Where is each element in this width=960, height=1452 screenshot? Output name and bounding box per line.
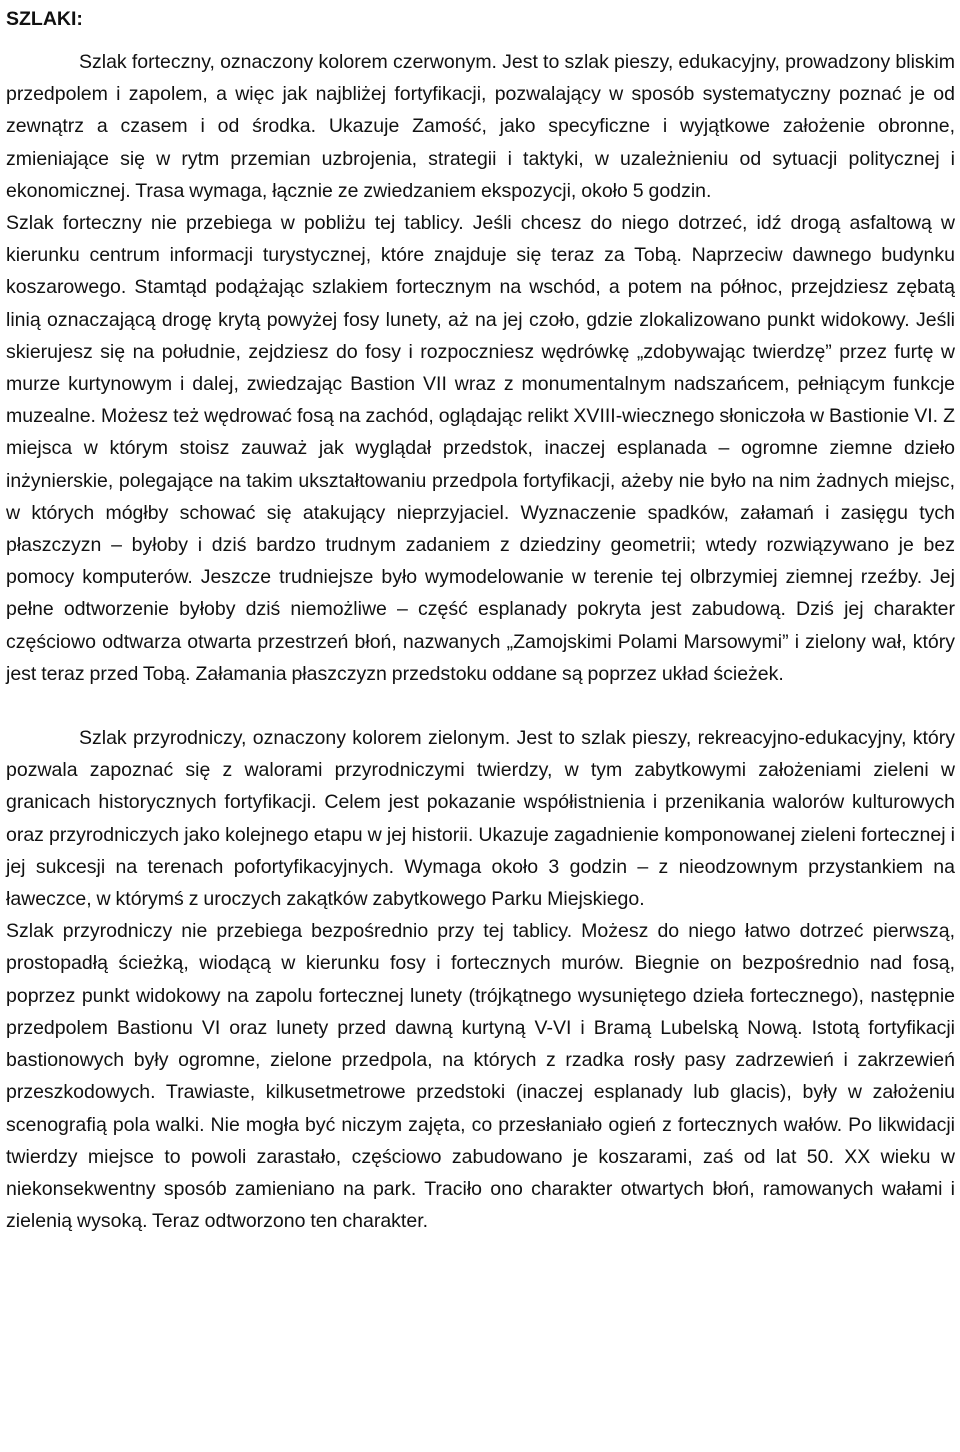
paragraph-fortress-trail-intro: Szlak forteczny, oznaczony kolorem czerwonym. Jest to szlak pieszy, edukacyjny, prowadzony bliskim przedpolem i zapolem, a więc jak najbliżej fortyfikacji, pozwalający w sposób systematyczny poznać je od zewnątrz a czasem i od środka. Ukazuje Zamość, jako specyficzne i wyjątkowe założenie obronne, zmieniające się w rytm przemian uzbrojenia, strategii i taktyki, w uzależnieniu od sytuacji politycznej i ekonomicznej. Trasa wymaga, łącznie ze zwiedzaniem ekspozycji, około 5 godzin. — [6, 51, 955, 202]
document-page — [6, 0, 955, 1237]
paragraph-nature-trail-directions: Szlak przyrodniczy nie przebiega bezpośrednio przy tej tablicy. Możesz do niego łatwo dotrzeć pierwszą, prostopadłą ścieżką, wiodącą w kierunku fosy i fortecznych murów. Biegnie on bezpośrednio nad fosą, poprzez punkt widokowy na zapolu fortecznej lunety (trójkątnego wysuniętego dzieła fortecznego), następnie przedpolem Bastionu VI oraz lunety przed dawną kurtyną V-VI i Bramą Lubelską Nową. Istotą fortyfikacji bastionowych były ogromne, zielone przedpola, na których z rzadka rosły pasy zadrzewień i zakrzewień przeszkodowych. Trawiaste, kilkusetmetrowe przedstoki (inaczej esplanady lub glacis), były w założeniu scenografią pola walki. Nie mogła być niczym zajęta, co przesłaniało ogień z fortecznych wałów. Po likwidacji twierdzy miejsce to powoli zarastało, częściowo zabudowano je koszarami, zaś od lat 50. XX wieku w niekonsekwentny sposób zamieniano na park. Traciło ono charakter otwartych błoń, ramowanych wałami i zielenią wysoką. Teraz odtworzono ten charakter. — [6, 920, 955, 1233]
paragraph-fortress-trail-directions: Szlak forteczny nie przebiega w pobliżu tej tablicy. Jeśli chcesz do niego dotrzeć, idź drogą asfaltową w kierunku centrum informacji turystycznej, które znajduje się teraz za Tobą. Naprzeciw dawnego budynku koszarowego. Stamtąd podążając szlakiem fortecznym na wschód, a potem na północ, przejdziesz zębatą linią oznaczającą drogę krytą powyżej fosy lunety, aż na jej czoło, gdzie zlokalizowano punkt widokowy. Jeśli skierujesz się na południe, zejdziesz do fosy i rozpoczniesz wędrówkę „zdobywając twierdzę” przez furtę w murze kurtynowym i dalej, zwiedzając Bastion VII wraz z monumentalnym nadszańcem, pełniącym funkcje muzealne. Możesz też wędrować fosą na zachód, oglądając relikt XVIII-wiecznego słoniczoła w Bastionie VI. Z miejsca w którym stoisz zauważ jak wyglądał przedstok, inaczej esplanada – ogromne ziemne dzieło inżynierskie, polegające na takim ukształtowaniu przedpola fortyfikacji, ażeby nie było na nim żadnych miejsc, w których mógłby schować się atakujący nieprzyjaciel. Wyznaczenie spadków, załamań i zasięgu tych płaszczyzn – byłoby i dziś bardzo trudnym zadaniem z dziedziny geometrii; wtedy rozwiązywano je bez pomocy komputerów. Jeszcze trudniejsze było wymodelowanie w terenie tej olbrzymiej ziemnej rzeźby. Jej pełne odtworzenie byłoby dziś niemożliwe – część esplanady pokryta jest zabudową. Dziś jej charakter częściowo odtwarza otwarta przestrzeń błoń, nazwanych „Zamojskimi Polami Marsowymi” i zielony wał, który jest teraz przed Tobą. Załamania płaszczyzn przedstoku oddane są poprzez układ ścieżek. — [6, 212, 955, 685]
paragraph-spacer — [6, 690, 955, 722]
page-heading: SZLAKI: — [6, 8, 83, 30]
paragraph-nature-trail-intro: Szlak przyrodniczy, oznaczony kolorem zielonym. Jest to szlak pieszy, rekreacyjno-edukacyjny, który pozwala zapoznać się z walorami przyrodniczymi twierdzy, w tym zabytkowymi założeniami zieleni w granicach historycznych fortyfikacji. Celem jest pokazanie współistnienia i przenikania walorów kulturowych oraz przyrodniczych jako kolejnego etapu w jej historii. Ukazuje zagadnienie komponowanej zieleni fortecznej i jej sukcesji na terenach pofortyfikacyjnych. Wymaga około 3 godzin – z nieodzownym przystankiem na ławeczce, w którymś z uroczych zakątków zabytkowego Parku Miejskiego. — [6, 727, 955, 911]
